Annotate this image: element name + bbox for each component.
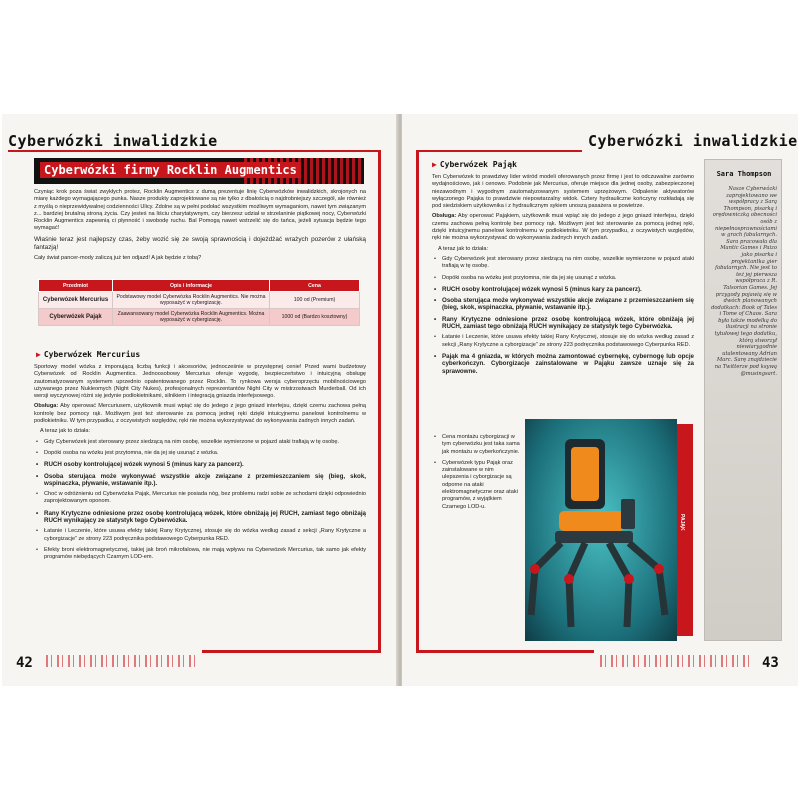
list-item: • Cyberwózek typu Pająk oraz zainstalowane w nim ulepszenia i cyborgizacje są odporne na ataki elektromagnetyczne oraz ataki programów, z wyjątkiem Czarnego LOD-u. xyxy=(432,460,520,511)
mercurius-text xyxy=(34,364,366,566)
how-it-works: A teraz jak to działa: xyxy=(40,428,91,435)
spider-wheelchair-illustration xyxy=(525,419,677,641)
list-item: • Cena montażu cyborgizacji w tym cyberwózku jest taka sama jak montażu w cyberkończynie. xyxy=(432,434,520,456)
right-page xyxy=(402,114,798,686)
illustration-side-tab xyxy=(677,424,693,636)
usage-label: Obsługa: xyxy=(432,213,457,220)
frame-left-line xyxy=(416,150,419,650)
sub-heading-text: Cyberwózek Pająk xyxy=(439,160,517,169)
pajak-paragraph: Ten Cyberwózek to prawdziwy lider wśród modeli oferowanych przez firmę i jest to odczuwalne zarówno wydajnościowo, jak i cenowo. Podobnie jak Mercurius, oferuje miejsce dla jednej osoby, zabezpieczonej niezawodnym i wygodnym zautomatyzowanym systemem uprzężowym. Odpalenie aktywatorów wyłączonego Pająka to prawdziwie niepowtarzalny widok. Cztery hydrauliczne kończyny rozkładają się pod siedziskiem użytkownika i z hydraulicznym sykiem unoszą pasażera w powietrze. xyxy=(432,174,694,210)
table-cell: 100 od (Premium) xyxy=(270,292,360,309)
banner-title: Cyberwózki firmy Rocklin Augmentics xyxy=(40,162,301,178)
list-item: • Pająk ma 4 gniazda, w których można zamontować cybernękę, cybernogę lub opcje cyberkończyn. Cyborgizacje zainstalowane w Pająku zawsze uznaje się za sprawowne. xyxy=(432,353,694,375)
frame-top-line xyxy=(416,150,582,152)
table-row xyxy=(39,309,360,326)
list-item: • Dopóki osoba na wózku jest przytomna, nie da jej się usunąć z wózka. xyxy=(432,275,694,282)
list-item: • Osoba sterująca może wykonywać wszystkie akcje związane z przemieszczaniem się (bieg, skok, wspinaczka, pływanie, wstawanie itp.). xyxy=(34,473,366,488)
pajak-text xyxy=(432,174,694,379)
usage-text: Aby operować Pająkiem, użytkownik musi wpiąć się do jedego z jego gniazd interfejsu, dzięki czemu zachowa pełną kontrolę bez pomocy rąk. Możliwym jest też sterowanie za pomocą jednej ręki, dzięki intuicyjnemu panelowi kontrolnemu w podłokietniku. W tym przypadku, z oczywistych względów, ręki nie można wykorzystywać do wykonywania żadnych innych zadań. xyxy=(432,213,694,242)
table-cell: Zaawansowany model Cyberwózka Rocklin Augmentics. Można wyposażyć w cybergizację. xyxy=(113,309,270,326)
left-page xyxy=(2,114,398,686)
list-item: • Gdy Cyberwózek jest sterowany przez siedzącą na nim osobę, wszelkie wymierzone w pojazd ataki trafiają w tę osobę. xyxy=(432,256,694,271)
list-item: • RUCH osoby kontrolującej wózek wynosi 5 (minus kary za pancerz). xyxy=(432,286,694,293)
usage-label: Obsługa: xyxy=(34,403,59,410)
list-item: • Łatanie i Leczenie, które usuwa efekty takiej Rany Krytycznej, stosuje się do wózka według zasad z sekcji „Rany Krytyczne a cyborgizacje” ze strony 223 podręcznika podstawowego Cyberpunka RED. xyxy=(432,334,694,349)
decorative-strip xyxy=(600,655,750,667)
table-header: Cena xyxy=(270,280,360,292)
how-it-works: A teraz jak to działa: xyxy=(438,245,489,252)
designer-sidebar xyxy=(704,159,782,641)
list-item: • Rany Krytyczne odniesione przez osobę kontrolującą wózek, które obniżają jej RUCH, zamiast tego obniżają RUCH wynikający ze statystyk tego Cyberwózka. xyxy=(432,316,694,331)
mercurius-paragraph: Sportowy model wózka z imponującą liczbą funkcji i akcesoriów, jednocześnie w przystępnej cenie! Przed wami budżetowy Cyberwózek od Rocklin Augmentics. Jednoosobowy Mercurius oferuje wygodę, bezpieczeństwo i intuicyjną obsługę zautomatyzowanym systemem uprzednio opatentowanego przez Rocklin. To rynkowa wersja cyberoprzęctu mobilnościowego używanego przez Nukleomych (Night City Nukes), profesjonalnych reprezentantów Night City w mistrzostwach Murderball. Od ich wersji wyczynowej różni się jedynie podłokietnikami, silnikiem i integracją gniazda interfejsowego. xyxy=(34,364,366,400)
table-row xyxy=(39,292,360,309)
list-item: • RUCH osoby kontrolującej wózek wynosi 5 (minus kary za pancerz). xyxy=(34,461,366,468)
frame-right-line xyxy=(378,150,381,650)
sub-heading-pajak xyxy=(432,160,517,169)
sidebar-name: Sara Thompson xyxy=(716,170,772,178)
list-item: • Gdy Cyberwózek jest sterowany przez siedzącą na nim osobę, wszelkie wymierzone w pojazd ataki trafiają w tę osobę. xyxy=(34,439,366,446)
frame-top-line xyxy=(8,150,380,152)
list-item: • Choć w odróżnieniu od Cyberwózka Pająk, Mercurius nie posiada nóg, bez problemu radzi sobie ze schodami dzięki odpowiednio zaprojektowanym oponom. xyxy=(34,491,366,506)
price-table xyxy=(38,279,360,326)
sidebar-bio: Nasze Cyberwózki zaprojektowano we współpracy z Sarą Thompson, pisarką i orędowniczką obecności osób z niepełnosprawnościami w grach fabularnych. Sara pracowała dla Mantic Games i Paizo jako pisarka i projektantka gier fabularnych. Nie jest to też jej pierwsza współpraca z R. Talsorian Games. Jej przygody pojawią się w dwóch planowanych dodatkach: Book of Tales i Tome of Chaos. Sara była także modelką do ilustracji na stronie tytułowej tego dodatku, którą stworzył niewiarygodnie utalentowany Adrian Marc. Sarę znajdziecie na Twitterze pod ksywą @musingsart. xyxy=(711,186,777,377)
table-cell: Cyberwózek Pająk xyxy=(39,309,113,326)
intro-paragraph: Czyniąc krok poza świat zwykłych protez, Rocklin Augmentics z dumą prezentuje linię Cyberwózków inwalidzkich, skrojonych na miarę każdego wymagającego punka. Nasze produkty zaprojektowane są nie tylko z dbałością o najdrobniejszy szczegół, ale również z myślą o nieprzewidywalnej codzienności Ulicy. Zdolne są w pełni podołać wszystkim możliwym wymaganiom, nawet tym związanym z... bardziej brutalną stroną życia. Czy jesteś na liściu charytatywnym, czy bierzesz udział w strzelaninie piątkowej nocy, Cyberwózki Rocklin Augmentics zapewnią ci płynność i swobodę ruchu. Bal Pomogą nawet wstrzelić się do tańca, jeżeli sytuacja będzie tego wymagać! xyxy=(34,189,366,232)
intro-paragraph-3: Cały świat pancer-mody zaliczą już ten odjazd! A jak będzie z tobą? xyxy=(34,254,202,261)
table-cell: 1000 od (Bardzo kosztowny) xyxy=(270,309,360,326)
decorative-strip xyxy=(46,655,196,667)
list-item: • Dopóki osoba na wózku jest przytomna, nie da jej się usunąć z wózka. xyxy=(34,450,366,457)
list-item: • Łatanie i Leczenie, które usuwa efekty takiej Rany Krytycznej, stosuje się do wózka według zasad z sekcji „Rany Krytyczne a cyborgizacje” ze strony 223 podręcznika podstawowego Cyberpunka RED. xyxy=(34,528,366,543)
list-item: • Efekty broni elektromagnetycznej, takiej jak broń mikrofalowa, nie mają wpływu na Cyberwózek Mercurius, tak samo jak efekty programów niebędących Czarnym LOD-em. xyxy=(34,547,366,562)
table-cell: Cyberwózek Mercurius xyxy=(39,292,113,309)
table-header: Przedmiot xyxy=(39,280,113,292)
table-cell: Podstawowy model Cyberwózka Rocklin Augmentics. Nie można wyposażyć w cybergizację. xyxy=(113,292,270,309)
side-tab-label: PAJĄK xyxy=(679,514,685,531)
section-banner xyxy=(34,158,364,184)
pajak-bullets-extra xyxy=(432,434,520,511)
pajak-extra-text xyxy=(432,434,520,515)
sub-heading-mercurius xyxy=(36,350,140,359)
usage-text: Aby operować Mercuriusem, użytkownik musi wpiąć się do jedego z jego gniazd interfejsu, dzięki czemu zachowa pełną kontrolę bez pomocy rąk. Możliwym jest też sterowanie za pomocą jednej ręki dzięki intuicyjnemu panelowi kontrolnemu w podłokietniku. W tym przypadku, z oczywistych względów, ręki nie można wykorzystywać do wykonywania żadnych innych zadań. xyxy=(34,403,366,425)
list-item: • Osoba sterująca może wykonywać wszystkie akcje związane z przemieszczaniem się (bieg, skok, wspinaczka, pływanie, wstawanie itp.). xyxy=(432,297,694,312)
triangle-icon: ▶ xyxy=(432,160,437,169)
table-header: Opis i informacje xyxy=(113,280,270,292)
running-title: Cyberwózki inwalidzkie xyxy=(588,132,798,150)
triangle-icon: ▶ xyxy=(36,350,41,359)
running-title: Cyberwózki inwalidzkie xyxy=(8,132,218,150)
pajak-bullets xyxy=(432,256,694,375)
pajak-usage xyxy=(432,213,694,242)
mercurius-bullets xyxy=(34,439,366,562)
frame-bottom-line xyxy=(416,650,594,653)
page-number: 43 xyxy=(762,655,779,671)
intro-paragraph-2: Właśnie teraz jest najlepszy czas, żeby wozić się ze swoją sprawnością i dojeżdżać wrażych pozerów z ułańską fantazją! xyxy=(34,235,366,251)
sub-heading-text: Cyberwózek Mercurius xyxy=(43,350,141,359)
page-number: 42 xyxy=(16,655,33,671)
mercurius-usage xyxy=(34,403,366,425)
intro-text xyxy=(34,189,366,265)
spider-chair-icon xyxy=(525,419,677,641)
frame-bottom-line xyxy=(202,650,381,653)
list-item: • Rany Krytyczne odniesione przez osobę kontrolującą wózek, które obniżają jej RUCH, zamiast tego obniżają RUCH wynikający ze statystyk tego Cyberwózka. xyxy=(34,510,366,525)
book-spread xyxy=(2,114,798,686)
